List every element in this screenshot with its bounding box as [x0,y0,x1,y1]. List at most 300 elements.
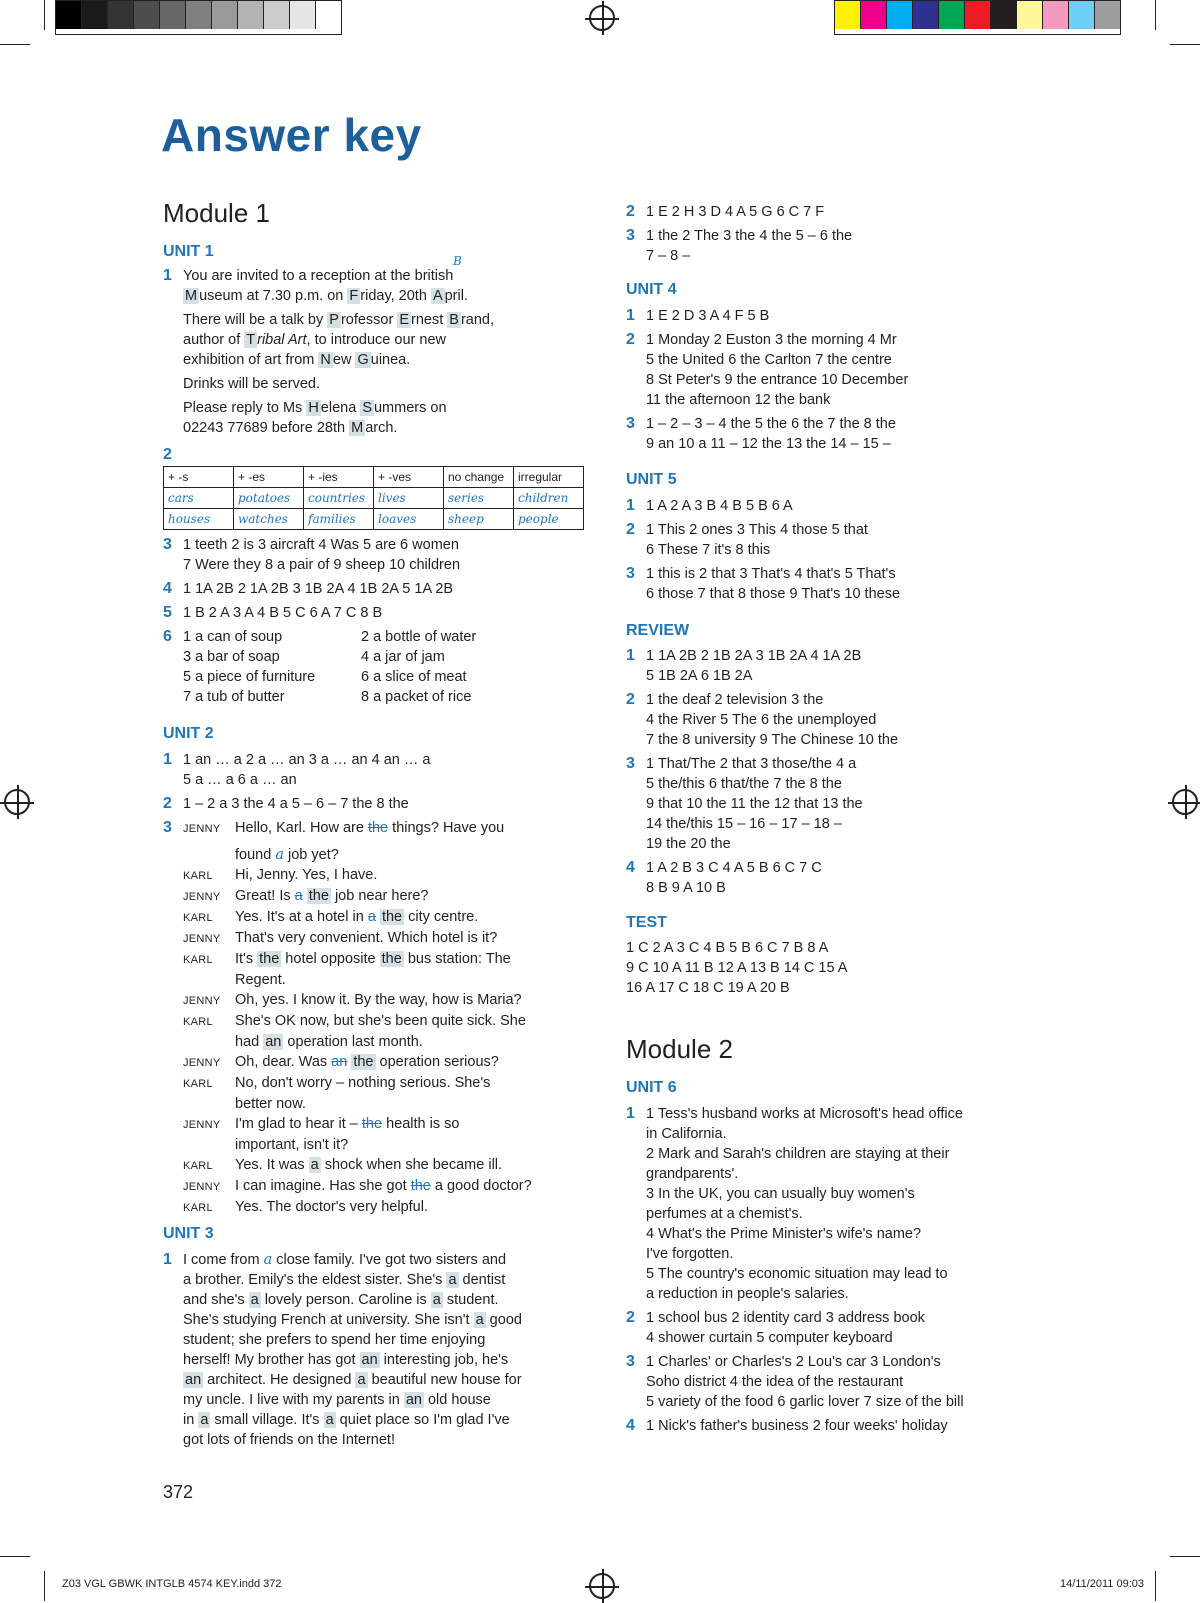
answer-text: 1 teeth 2 is 3 aircraft 4 Was 5 are 6 women [183,537,459,553]
speaker: KARL [183,870,213,882]
line-text: Oh, dear. Was [235,1054,332,1070]
answer-text: useum at 7.30 p.m. on [199,288,348,304]
line-text: a good doctor? [430,1178,532,1194]
answer-text: 9 that 10 the 11 the 12 that 13 the [646,796,863,812]
answer-line [626,878,898,898]
line-text: important, isn't it? [235,1137,349,1153]
answer-text: rofessor [340,312,398,328]
paragraph-line [163,1330,522,1350]
answer-line [163,579,476,599]
line-text: She's studying French at university. She isn't [183,1312,474,1328]
answer-text: Drinks will be served. [183,376,320,392]
answer-text: 1 Tess's husband works at Microsoft's head office [646,1106,963,1122]
line-text: She's OK now, but she's been quite sick. She [235,1013,526,1029]
unit3-exercise1 [163,1250,522,1450]
answer-text: I've forgotten. [646,1246,734,1262]
answer-text: 11 the afternoon 12 the bank [646,392,831,408]
line-text: job near here? [330,888,429,904]
registration-mark-icon [1172,789,1198,815]
answer-text: 1 – 2 – 3 – 4 the 5 the 6 the 7 the 8 the [646,416,896,432]
swatch [316,1,341,29]
swatch [887,1,913,29]
swatch [1095,1,1120,29]
crop-mark [1170,44,1200,45]
line-text: got lots of friends on the Internet! [183,1432,395,1448]
table-cell: watches [234,509,304,530]
swatch [861,1,887,29]
answer-text: uinea. [370,352,411,368]
table-row [164,509,584,530]
line-text: had [235,1034,264,1050]
exercise-number: 4 [626,1417,635,1434]
answer-text: 02243 77689 before 28th [183,420,350,436]
dialogue-line [163,1073,532,1094]
answer-column [163,627,361,707]
line-text: interesting job, he's [379,1352,509,1368]
answer-line [163,310,494,330]
highlight: M [185,288,198,304]
swatch [108,1,134,29]
crop-mark [44,0,45,30]
unit-heading: REVIEW [626,622,690,639]
answer-line [163,330,494,350]
line-text: dentist [458,1272,506,1288]
struck-word: an [331,1054,348,1070]
swatch [1069,1,1095,29]
table-cell: sheep [444,509,514,530]
answer-line [626,938,847,958]
highlight: the [308,888,329,904]
exercise-number: 3 [626,227,635,244]
crop-mark [0,44,30,45]
answer-text: 3 a bar of soap [183,649,280,665]
exercise-number: 2 [626,331,635,348]
answer-text: , to introduce our new [306,332,446,348]
highlight: a [250,1292,259,1308]
line-text: Yes. The doctor's very helpful. [235,1199,428,1215]
line-text: things? Have you [388,820,505,836]
answer-text: 8 B 9 A 10 B [646,880,726,896]
answer-line [626,1352,964,1372]
speaker: KARL [183,912,213,924]
answer-text: 1 1A 2B 2 1B 2A 3 1B 2A 4 1A 2B [646,648,862,664]
paragraph-line [163,1310,522,1330]
exercise-number: 3 [163,819,172,836]
exercise-number: 1 [163,751,172,768]
line-text: I can imagine. Has she got [235,1178,411,1194]
exercise-number: 2 [626,203,635,220]
line-text: bus station: The [403,951,511,967]
answer-text: rand, [460,312,495,328]
crop-mark [1155,0,1156,30]
line-text: better now. [235,1096,306,1112]
swatch [965,1,991,29]
speaker: KARL [183,1078,213,1090]
swatch [939,1,965,29]
answer-line [163,667,361,687]
paragraph-line [163,1370,522,1390]
line-text: beautiful new house for [367,1372,522,1388]
answer-line [163,374,494,394]
answer-text: 5 the/this 6 that/the 7 the 8 the [646,776,842,792]
highlight: a [432,1292,441,1308]
answer-line [163,603,476,623]
two-column-answers [163,627,476,707]
highlight: a [475,1312,484,1328]
answer-line [626,666,898,686]
highlight: a [310,1157,319,1173]
answer-text: 1 the deaf 2 television 3 the [646,692,824,708]
swatch [1043,1,1069,29]
swatch [264,1,290,29]
dialogue-line [163,886,532,907]
exercise-number: 2 [626,691,635,708]
answer-text: 1 this is 2 that 3 That's 4 that's 5 That's [646,566,896,582]
dialogue-line [163,865,532,886]
highlight: M [351,420,364,436]
answer-text: 1 an … a 2 a … an 3 a … an 4 an … a [183,752,431,768]
answer-text: 1 Charles' or Charles's 2 Lou's car 3 London's [646,1354,941,1370]
unit-heading: UNIT 4 [626,281,677,298]
answer-line [626,330,908,350]
speaker: JENNY [183,891,221,903]
table-row [164,488,584,509]
answer-line [163,687,361,707]
exercise-number: 2 [163,795,172,812]
line-text: and she's [183,1292,249,1308]
dialogue-line [163,990,532,1011]
exercise-number: 3 [626,1353,635,1370]
answer-line [626,1244,964,1264]
struck-word: a [367,909,376,925]
table-cell: + -s [164,467,234,488]
paragraph-line [163,1390,522,1410]
exercise-number: 1 [626,497,635,514]
struck-word: a [294,888,303,904]
swatch [1017,1,1043,29]
swatch [160,1,186,29]
answer-text: 7 – 8 – [646,248,691,264]
table-cell: + -ies [304,467,374,488]
answer-line [626,584,900,604]
exercise-number: 6 [163,628,172,645]
dialogue-line [163,1155,532,1176]
answer-line [626,564,900,584]
answer-text: 4 shower curtain 5 computer keyboard [646,1330,893,1346]
answer-text: rnest [411,312,448,328]
line-text: I come from [183,1252,264,1268]
answer-text: 6 These 7 it's 8 this [646,542,771,558]
line-text: student. [442,1292,499,1308]
answer-line [163,647,361,667]
highlight: the [381,951,402,967]
answer-line [361,687,476,707]
exercise-number: 4 [626,859,635,876]
unit-heading: UNIT 3 [163,1225,214,1242]
file-slug: Z03 VGL GBWK INTGLB 4574 KEY.indd 372 [62,1578,282,1590]
page-number: 372 [163,1482,194,1502]
table-cell: houses [164,509,234,530]
line-text: Hi, Jenny. Yes, I have. [235,867,378,883]
test-answers [626,938,847,998]
dialogue-line [163,1052,532,1073]
line-text: my uncle. I live with my parents in [183,1392,404,1408]
answer-text: 1 Nick's father's business 2 four weeks' holiday [646,1418,948,1434]
answer-text: You are invited to a reception at the british [183,268,454,284]
table-cell: lives [374,488,444,509]
highlight: P [329,312,339,328]
answer-text: 1 A 2 B 3 C 4 A 5 B 6 C 7 C [646,860,822,876]
answer-text: ew [332,352,356,368]
handwritten-correction: a [263,1252,273,1268]
answer-line [626,794,898,814]
answer-text: 4 What's the Prime Minister's wife's name? [646,1226,922,1242]
line-text: Regent. [235,972,286,988]
answer-text: 5 a piece of furniture [183,669,316,685]
highlight: B [449,312,459,328]
answer-line [626,814,898,834]
line-text: operation serious? [375,1054,499,1070]
line-text: a brother. Emily's the eldest sister. She's [183,1272,447,1288]
swatch [186,1,212,29]
swatch [238,1,264,29]
answer-line [626,1204,964,1224]
answer-line [626,1144,964,1164]
dialogue-line [163,1176,532,1197]
unit-heading: TEST [626,914,667,931]
line-text: student; she prefers to spend her time enjoying [183,1332,486,1348]
line-text: architect. He designed [203,1372,356,1388]
line-text: hotel opposite [281,951,380,967]
answer-line [626,690,898,710]
exercise-number: 2 [626,1309,635,1326]
table-cell: people [514,509,584,530]
answer-text: 1 Monday 2 Euston 3 the morning 4 Mr [646,332,897,348]
answer-text: 7 a tub of butter [183,689,285,705]
dialogue-line [163,845,532,865]
exercise-number: 1 [163,1251,172,1268]
answer-line [626,226,852,246]
answer-line [163,555,476,575]
paragraph-line [163,1410,522,1430]
line-text: Oh, yes. I know it. By the way, how is Maria? [235,992,522,1008]
exercise-number: 4 [163,580,172,597]
dialogue-line [163,1032,532,1052]
answer-line [626,202,852,222]
unit-heading: UNIT 1 [163,243,214,260]
unit-heading: UNIT 5 [626,471,677,488]
answer-text: 6 a slice of meat [361,669,467,685]
color-swatches [834,0,1121,35]
dialogue-line [163,818,532,839]
answer-text: Soho district 4 the idea of the restaurant [646,1374,904,1390]
line-text: That's very convenient. Which hotel is it? [235,930,498,946]
answer-text: 5 The country's economic situation may lead to [646,1266,948,1282]
answer-line [626,306,908,326]
dialogue-line [163,907,532,928]
dialogue-line [163,1094,532,1114]
speaker: KARL [183,954,213,966]
answer-line [626,414,908,434]
answer-text: 8 St Peter's 9 the entrance 10 December [646,372,909,388]
exercise-number: 3 [626,565,635,582]
answer-text: elena [320,400,361,416]
line-text: old house [423,1392,491,1408]
answer-text: 1 E 2 D 3 A 4 F 5 B [646,308,770,324]
answer-line [626,246,852,266]
answer-text: 1 A 2 A 3 B 4 B 5 B 6 A [646,498,793,514]
answer-text: 1 a can of soup [183,629,283,645]
answer-line [626,1104,964,1124]
answer-line [163,286,494,306]
review-exercises [626,646,898,898]
exercise-number: 1 [626,647,635,664]
answer-line [626,434,908,454]
swatch [212,1,238,29]
dialogue-line [163,1197,532,1218]
answer-line [626,646,898,666]
registration-mark-icon [4,789,30,815]
unit1-exercises3-6 [163,535,476,707]
swatch [290,1,316,29]
answer-line [626,540,900,560]
line-text: Great! Is [235,888,295,904]
highlight: E [399,312,410,328]
highlight: A [432,288,443,304]
highlight: an [265,1034,282,1050]
unit5-exercises [626,496,900,604]
highlight: S [362,400,372,416]
unit2-dialogue [163,818,532,1218]
highlight: the [353,1054,374,1070]
answer-text: in California. [646,1126,727,1142]
line-text: quiet place so I'm glad I've [335,1412,510,1428]
highlight: an [405,1392,422,1408]
highlight: N [320,352,331,368]
answer-text: pril. [444,288,468,304]
struck-word: the [410,1178,431,1194]
answer-text: 6 those 7 that 8 those 9 That's 10 these [646,586,901,602]
speaker: JENNY [183,995,221,1007]
answer-text: 19 the 20 the [646,836,731,852]
dialogue-line [163,970,532,990]
line-text: lovely person. Caroline is [260,1292,431,1308]
module1-continued [626,202,852,266]
answer-text: arch. [365,420,398,436]
answer-text: a reduction in people's salaries. [646,1286,849,1302]
answer-line [361,627,476,647]
unit1-exercise1 [163,266,494,438]
paragraph-line [163,1430,522,1450]
highlight: a [200,1412,209,1428]
crop-mark [1155,1571,1156,1601]
highlight: F [349,288,359,304]
handwritten-correction: B [453,254,462,268]
registration-mark-icon [589,1573,615,1599]
exercise-number: 3 [163,536,172,553]
table-cell: cars [164,488,234,509]
highlight: the [381,909,403,925]
speaker: KARL [183,1202,213,1214]
line-text: No, don't worry – nothing serious. She's [235,1075,491,1091]
table-cell: families [304,509,374,530]
answer-text: 5 variety of the food 6 garlic lover 7 size of the bill [646,1394,964,1410]
answer-line [626,1164,964,1184]
swatch [56,1,82,29]
answer-line [626,1124,964,1144]
module-heading: Module 1 [163,198,270,228]
answer-text: 14 the/this 15 – 16 – 17 – 18 – [646,816,842,832]
answer-text: author of [183,332,245,348]
answer-text: ribal Art [257,332,307,348]
answer-line [626,1416,964,1436]
exercise-number: 1 [626,307,635,324]
unit-heading: UNIT 6 [626,1079,677,1096]
answer-text: 9 an 10 a 11 – 12 the 13 the 14 – 15 – [646,436,891,452]
line-text: Yes. It's at a hotel in [235,909,368,925]
swatch [835,1,861,29]
answer-line [626,978,847,998]
unit1-exercise2 [163,445,584,530]
answer-text: Please reply to Ms [183,400,307,416]
registration-mark-icon [589,5,615,31]
answer-text: There will be a talk by [183,312,328,328]
exercise-number: 1 [163,267,172,284]
line-text: It's [235,951,258,967]
answer-line [626,1284,964,1304]
answer-line [626,710,898,730]
line-text: health is so [382,1116,460,1132]
answer-text: 5 1B 2A 6 1B 2A [646,668,753,684]
table-cell: potatoes [234,488,304,509]
answer-text: 1 E 2 H 3 D 4 A 5 G 6 C 7 F [646,204,825,220]
line-text: in [183,1412,199,1428]
answer-text: 2 Mark and Sarah's children are staying at their [646,1146,950,1162]
swatch [913,1,939,29]
answer-text: 9 C 10 A 11 B 12 A 13 B 14 C 15 A [626,960,848,976]
answer-text: 4 a jar of jam [361,649,445,665]
answer-line [163,770,430,790]
dialogue-line [163,1114,532,1135]
line-text: job yet? [283,847,339,863]
speaker: JENNY [183,823,221,835]
answer-text: grandparents'. [646,1166,739,1182]
table-cell: countries [304,488,374,509]
highlight: a [448,1272,457,1288]
answer-line [626,730,898,750]
dialogue-line [163,928,532,949]
answer-line [626,350,908,370]
table-cell: children [514,488,584,509]
answer-line [626,1224,964,1244]
answer-line [626,390,908,410]
answer-line [626,520,900,540]
answer-text: 1 1A 2B 2 1A 2B 3 1B 2A 4 1B 2A 5 1A 2B [183,581,454,597]
table-cell: no change [444,467,514,488]
highlight: a [325,1412,334,1428]
answer-line [626,1264,964,1284]
answer-line [163,418,494,438]
unit2-exercises [163,750,430,814]
answer-text: 3 In the UK, you can usually buy women's [646,1186,915,1202]
answer-line [626,774,898,794]
module-heading: Module 2 [626,1034,733,1064]
highlight: G [357,352,369,368]
print-timestamp: 14/11/2011 09:03 [1060,1578,1145,1590]
answer-line [626,834,898,854]
answer-text: riday, 20th [360,288,431,304]
exercise-number: 3 [626,755,635,772]
